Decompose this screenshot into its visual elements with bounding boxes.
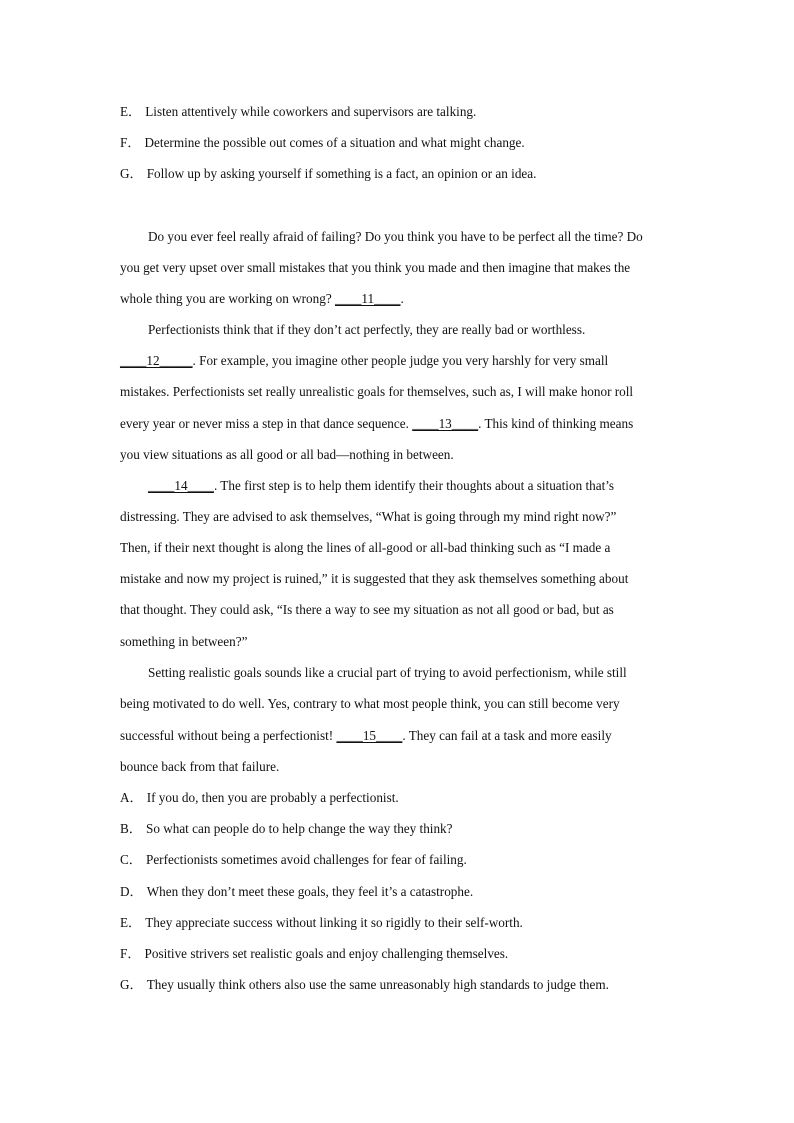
option-text: When they don’t meet these goals, they feel it’s a catastrophe. <box>146 884 474 899</box>
option-letter: D． <box>120 884 143 899</box>
passage-line <box>120 416 633 432</box>
option-e-top <box>120 104 476 120</box>
option-letter: C． <box>120 852 142 867</box>
passage-line: bounce back from that failure. <box>120 759 280 774</box>
option-letter: F． <box>120 946 141 961</box>
blank-15[interactable]: ____15____ <box>336 728 403 743</box>
option-text: Perfectionists sometimes avoid challenges for fear of failing. <box>145 852 467 867</box>
passage-text: successful without being a perfectionist! <box>120 728 337 743</box>
passage-line: something in between?” <box>120 634 248 649</box>
option-b <box>120 821 453 837</box>
option-text: They usually think others also use the same unreasonably high standards to judge them. <box>146 977 609 992</box>
passage-line: that thought. They could ask, “Is there a way to see my situation as not all good or bad, but as <box>120 602 614 617</box>
option-letter: A． <box>120 790 143 805</box>
passage-line: distressing. They are advised to ask themselves, “What is going through my mind right now?” <box>120 509 617 524</box>
passage-text: . The first step is to help them identify their thoughts about a situation that’s <box>213 478 615 493</box>
option-text: So what can people do to help change the way they think? <box>145 821 453 836</box>
option-text: They appreciate success without linking it so rigidly to their self-worth. <box>145 915 523 930</box>
passage-line: Setting realistic goals sounds like a crucial part of trying to avoid perfectionism, while still <box>148 665 627 680</box>
passage-line: Do you ever feel really afraid of failing? Do you think you have to be perfect all the time? Do <box>148 229 643 244</box>
passage-line <box>148 478 614 494</box>
option-g <box>120 977 609 993</box>
option-text: Listen attentively while coworkers and supervisors are talking. <box>145 104 477 119</box>
option-f-top <box>120 135 525 151</box>
option-text: If you do, then you are probably a perfectionist. <box>146 790 399 805</box>
blank-11[interactable]: ____11____ <box>335 291 401 306</box>
option-text: Follow up by asking yourself if something is a fact, an opinion or an idea. <box>146 166 537 181</box>
passage-line <box>120 353 608 369</box>
blank-13[interactable]: ____13____ <box>412 416 479 431</box>
option-letter: G． <box>120 166 143 181</box>
blank-12[interactable]: ____12_____ <box>120 353 193 368</box>
passage-text: whole thing you are working on wrong? <box>120 291 335 306</box>
passage-text: every year or never miss a step in that dance sequence. <box>120 416 413 431</box>
option-g-top <box>120 166 536 182</box>
option-e <box>120 915 523 931</box>
option-c <box>120 852 467 868</box>
passage-line: mistake and now my project is ruined,” it is suggested that they ask themselves something about <box>120 571 629 586</box>
passage-line <box>120 728 612 744</box>
passage-line: being motivated to do well. Yes, contrary to what most people think, you can still become very <box>120 696 620 711</box>
passage-line: Then, if their next thought is along the lines of all-good or all-bad thinking such as “I made a <box>120 540 611 555</box>
option-a <box>120 790 399 806</box>
blank-14[interactable]: ____14____ <box>148 478 214 493</box>
passage-line: you get very upset over small mistakes that you think you made and then imagine that makes the <box>120 260 631 275</box>
option-letter: F． <box>120 135 141 150</box>
option-letter: E． <box>120 915 142 930</box>
option-letter: B． <box>120 821 142 836</box>
passage-line: Perfectionists think that if they don’t act perfectly, they are really bad or worthless. <box>148 322 586 337</box>
passage-line: mistakes. Perfectionists set really unrealistic goals for themselves, such as, I will make honor roll <box>120 384 634 399</box>
passage-text: . For example, you imagine other people judge you very harshly for very small <box>192 353 609 368</box>
passage-text: . <box>400 291 404 306</box>
option-letter: G． <box>120 977 143 992</box>
passage-line <box>120 291 404 307</box>
option-text: Determine the possible out comes of a situation and what might change. <box>144 135 525 150</box>
option-text: Positive strivers set realistic goals and enjoy challenging themselves. <box>144 946 509 961</box>
passage-text: . This kind of thinking means <box>478 416 634 431</box>
option-letter: E． <box>120 104 142 119</box>
passage-text: . They can fail at a task and more easily <box>402 728 612 743</box>
option-d <box>120 884 473 900</box>
option-f <box>120 946 508 962</box>
passage-line: you view situations as all good or all bad—nothing in between. <box>120 447 454 462</box>
